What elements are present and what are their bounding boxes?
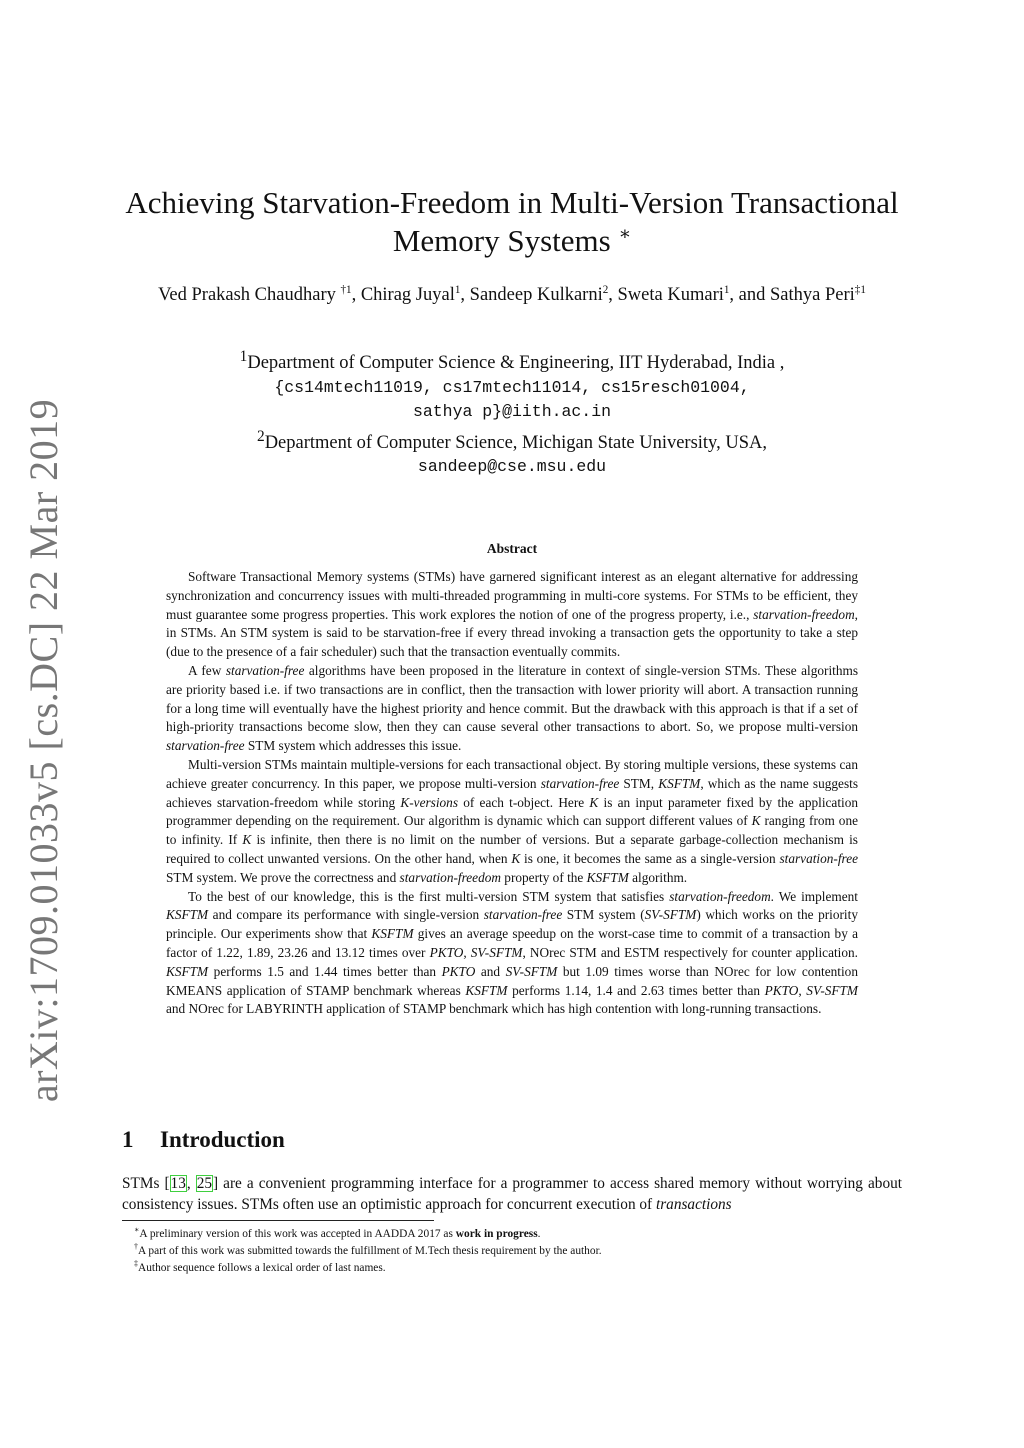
footnote-divider — [122, 1220, 434, 1221]
author-name: Chirag Juyal — [360, 285, 455, 305]
author-mark: †1 — [340, 283, 352, 296]
author-name: Sandeep Kulkarni — [469, 285, 603, 305]
author-list: Ved Prakash Chaudhary $^{\dagger 1}$, Chirag Juyal$^1$, Sandeep Kulkarni$^2$, Sweta Kumari$^1$, and Sathya Peri$^{\ddagger 1}$ — [158, 283, 866, 305]
author-name: Sathya Peri — [770, 285, 855, 305]
author-mark: ‡1 — [854, 283, 866, 296]
intro-paragraph: STMs [13, 25] are a convenient programming interface for a programmer to access shared memory without worrying about consistency issues. STMs often use an optimistic approach for concurrent execution of transactions — [122, 1175, 902, 1213]
footnote-3: ‡Author sequence follows a lexical order of last names. — [134, 1258, 386, 1274]
author-name: Ved Prakash Chaudhary — [158, 285, 336, 305]
abstract-paragraph: To the best of our knowledge, this is the first multi-version STM system that satisfies starvation-freedom. We implement KSFTM and compare its performance with single-version starvation-free STM system (SV-SFTM) which works on the priority principle. Our experiments show that KSFTM gives an average speedup on the worst-case time to commit of a transaction by a factor of 1.22, 1.89, 23.26 and 13.12 times over PKTO, SV-SFTM, NOrec STM and ESTM respectively for counter application. KSFTM performs 1.5 and 1.44 times better than PKTO and SV-SFTM but 1.09 times worse than NOrec for low contention KMEANS application of STAMP benchmark whereas KSFTM performs 1.14, 1.4 and 2.63 times better than PKTO, SV-SFTM and NOrec for LABYRINTH application of STAMP benchmark which has high contention with long-running transactions. — [166, 888, 859, 1017]
paper-title — [100, 184, 924, 260]
introduction-body — [122, 1173, 902, 1215]
affiliation-1: $^1$Department of Computer Science & Engineering, IIT Hyderabad, India , — [239, 348, 785, 374]
abstract-paragraph: Software Transactional Memory systems (STMs) have garnered significant interest as an elegant alternative for addressing synchronization and concurrency issues with multi-threaded programming in multi-core systems. For STMs to be efficient, they must guarantee some progress properties. This work explores the notion of one of the progress property, i.e., starvation-freedom, in STMs. An STM system is said to be starvation-free if every thread invoking a transaction gets the opportunity to take a step (due to the presence of a fair scheduler) such that the transaction eventually commits. — [166, 569, 858, 660]
title-text: Achieving Starvation-Freedom in Multi-Version Transactional Memory Systems — [125, 185, 899, 258]
arxiv-identifier: arXiv:1709.01033v5 [cs.DC] 22 Mar 2019 — [21, 398, 67, 1102]
author-mark: 2 — [602, 283, 609, 296]
footnotes — [134, 1226, 894, 1276]
citation-link[interactable]: 25 — [196, 1175, 213, 1192]
footnote-2: †A part of this work was submitted towards the fulfillment of M.Tech thesis requirement by the author. — [134, 1242, 602, 1257]
abstract-paragraph: Multi-version STMs maintain multiple-versions for each transactional object. By storing multiple versions, these systems can achieve greater concurrency. In this paper, we propose multi-version starvation-free STM, KSFTM, which as the name suggests achieves starvation-freedom while storing K-versions of each t-object. Here K is an input parameter fixed by the application programmer depending on the requirement. Our algorithm is dynamic which can support different values of K ranging from one to infinity. If K is infinite, then there is no limit on the number of versions. But a separate garbage-collection mechanism is required to collect unwanted versions. On the other hand, when K is one, it becomes the same as a single-version starvation-free STM system. We prove the correctness and starvation-freedom property of the KSFTM algorithm. — [166, 756, 859, 885]
abstract-body — [166, 568, 858, 1019]
author-mark: 1 — [723, 283, 730, 296]
arxiv-side-stamp — [14, 398, 74, 1102]
affiliation-2: $^2$Department of Computer Science, Michigan State University, USA, — [256, 427, 767, 453]
author-mark: 1 — [454, 283, 461, 296]
author-name: Sweta Kumari — [617, 285, 724, 305]
abstract-heading: Abstract — [486, 541, 538, 556]
affiliations — [100, 345, 924, 480]
affiliation-1-emails: {cs14mtech11019, cs17mtech11014, cs15resch01004, — [274, 377, 750, 397]
affiliation-1-emails-cont: sathya p}@iith.ac.in — [412, 402, 612, 422]
abstract-paragraph: A few starvation-free algorithms have been proposed in the literature in context of single-version STMs. These algorithms are priority based i.e. if two transactions are in conflict, then the transaction with lower priority will abort. A transaction running for a long time will eventually have the highest priority and hence commit. But the drawback with this approach is that if a set of high-priority transactions become slow, then they can cause several other transactions to abort. So, we propose multi-version starvation-free STM system which addresses this issue. — [166, 662, 858, 754]
citation-link[interactable]: 13 — [170, 1175, 186, 1192]
section-number: 1 — [122, 1127, 134, 1152]
section-title: Introduction — [160, 1127, 285, 1152]
affiliation-2-email: sandeep@cse.msu.edu — [417, 457, 607, 477]
title-footnote-mark: ∗ — [618, 223, 632, 245]
section-heading-introduction — [122, 1127, 285, 1153]
footnote-1: ∗A preliminary version of this work was accepted in AADDA 2017 as work in progress. — [134, 1225, 541, 1240]
